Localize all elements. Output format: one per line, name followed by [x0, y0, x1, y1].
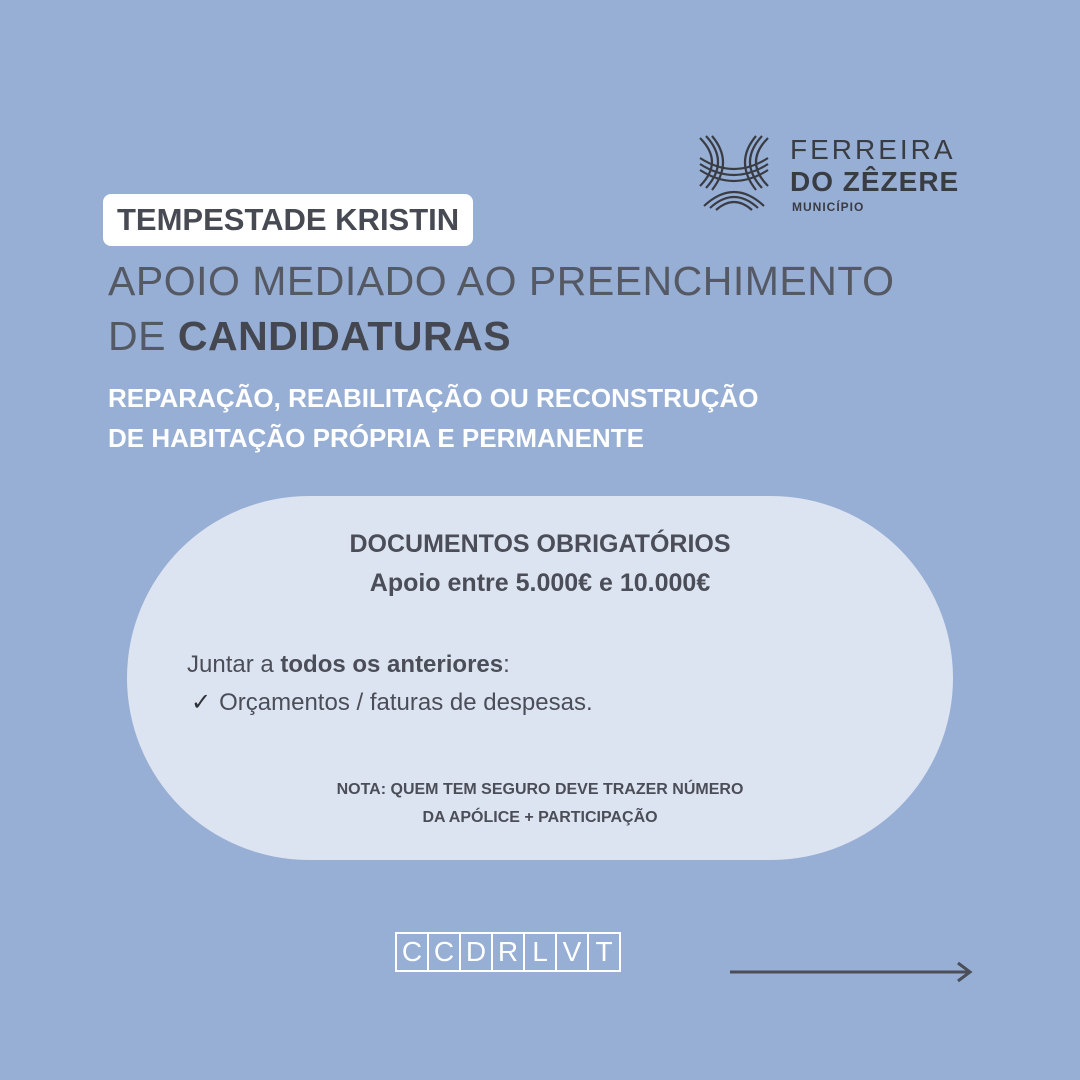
- headline: [108, 254, 988, 364]
- card-note-line2: DA APÓLICE + PARTICIPAÇÃO: [422, 809, 658, 826]
- card-intro-bold: todos os anteriores: [280, 651, 504, 678]
- headline-line2-prefix: DE: [108, 313, 178, 359]
- ccdr-letter: D: [461, 934, 493, 970]
- ccdrlvt-logo: [395, 932, 621, 972]
- headline-line1: APOIO MEDIADO AO PREENCHIMENTO: [108, 258, 895, 304]
- municipality-logo: [694, 132, 964, 212]
- ccdr-letter: V: [557, 934, 589, 970]
- card-note-line1: NOTA: QUEM TEM SEGURO DEVE TRAZER NÚMERO: [336, 781, 744, 798]
- card-title: DOCUMENTOS OBRIGATÓRIOS: [349, 530, 731, 558]
- card-intro-suffix: :: [503, 651, 510, 678]
- checklist-item-text: Orçamentos / faturas de despesas.: [219, 689, 593, 716]
- headline-line2: [108, 309, 988, 364]
- subheading-line1: REPARAÇÃO, REABILITAÇÃO OU RECONSTRUÇÃO: [108, 383, 759, 413]
- card-intro-prefix: Juntar a: [187, 651, 281, 678]
- checkmark-icon: ✓: [191, 689, 212, 716]
- storm-tag: TEMPESTADE KRISTIN: [103, 194, 473, 246]
- logo-line-zezere: DO ZÊZERE: [790, 166, 960, 197]
- card-intro: [187, 648, 510, 682]
- subheading-line2: DE HABITAÇÃO PRÓPRIA E PERMANENTE: [108, 423, 644, 453]
- logo-line-municipio: MUNICÍPIO: [792, 200, 865, 214]
- card-checklist-item: [191, 686, 593, 720]
- ferreira-zezere-logo-mark: [694, 132, 774, 212]
- arrow-right-icon[interactable]: [728, 960, 974, 984]
- logo-wordmark: [790, 134, 959, 214]
- ccdr-letter: L: [525, 934, 557, 970]
- card-subtitle: Apoio entre 5.000€ e 10.000€: [369, 569, 711, 597]
- logo-line-ferreira: FERREIRA: [790, 134, 956, 165]
- ccdr-letter: C: [397, 934, 429, 970]
- ccdr-letter: R: [493, 934, 525, 970]
- ccdr-letter: T: [595, 936, 613, 967]
- subheading: [108, 378, 988, 458]
- headline-line2-bold: CANDIDATURAS: [177, 313, 512, 359]
- documents-card: [127, 496, 953, 860]
- ccdr-letter: C: [429, 934, 461, 970]
- card-note: [127, 776, 953, 832]
